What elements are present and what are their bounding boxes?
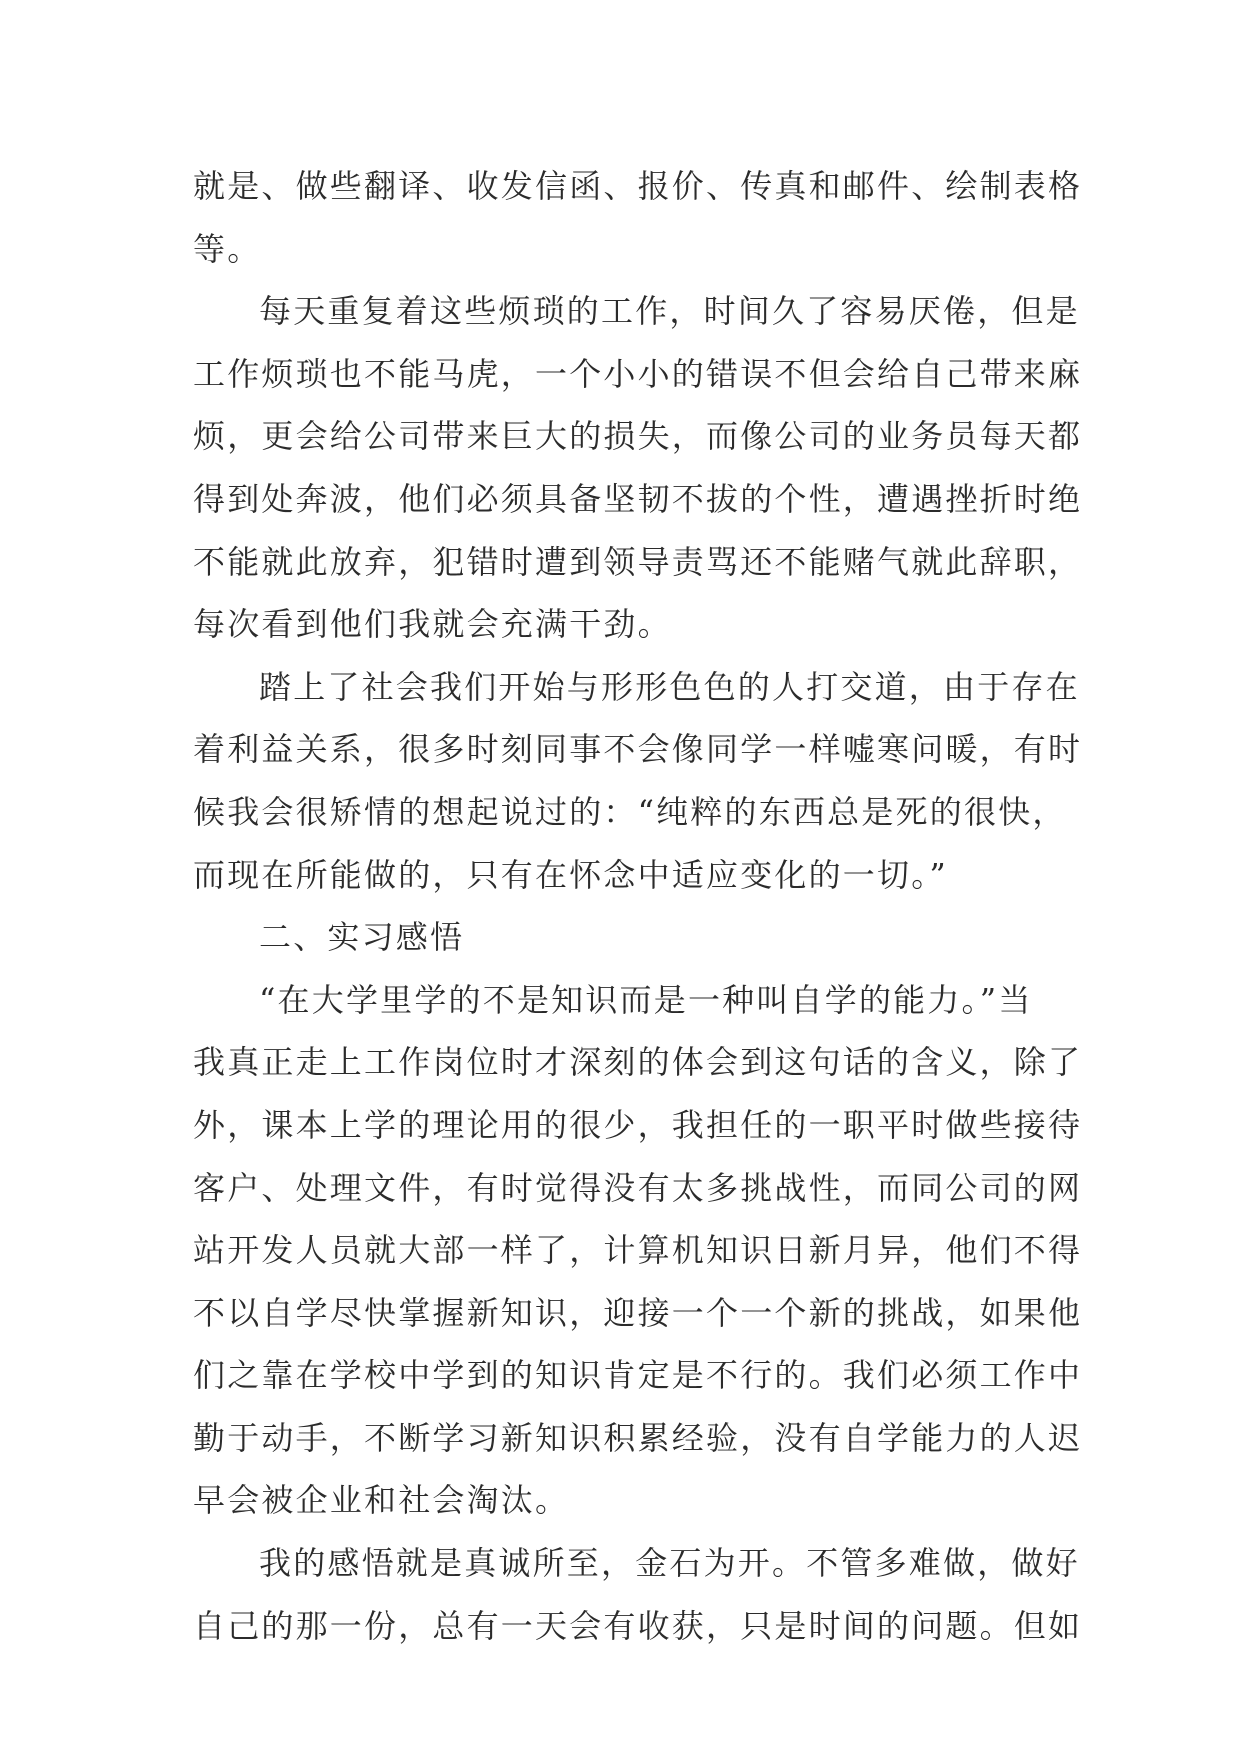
paragraph-first-line: 踏上了社会我们开始与形形色色的人打交道，由于存在 (259, 667, 1080, 706)
text-line: 得到处奔波，他们必须具备坚韧不拔的个性，遭遇挫折时绝 (193, 479, 1083, 518)
document-body (193, 155, 1083, 1657)
text-line: 每次看到他们我就会充满干劲。 (193, 605, 672, 644)
text-line: 自己的那一份，总有一天会有收获，只是时间的问题。但如 (193, 1606, 1083, 1645)
paragraph-first-line: 我的感悟就是真诚所至，金石为开。不管多难做，做好 (259, 1544, 1080, 1583)
text-line: 候我会很矫情的想起说过的：“纯粹的东西总是死的很快， (193, 792, 1067, 831)
paragraph-first-line: 每天重复着这些烦琐的工作，时间久了容易厌倦，但是 (259, 292, 1080, 331)
text-line: 等。 (193, 229, 262, 268)
text-line: 就是、做些翻译、收发信函、报价、传真和邮件、绘制表格 (193, 167, 1083, 205)
text-line: 们之靠在学校中学到的知识肯定是不行的。我们必须工作中 (193, 1356, 1083, 1395)
text-line: 烦，更会给公司带来巨大的损失，而像公司的业务员每天都 (193, 417, 1083, 456)
paragraph-first-line: “在大学里学的不是知识而是一种叫自学的能力。”当 (259, 980, 1033, 1019)
text-line: 外，课本上学的理论用的很少，我担任的一职平时做些接待 (193, 1105, 1083, 1144)
text-line: 早会被企业和社会淘汰。 (193, 1481, 570, 1520)
text-line: 不以自学尽快掌握新知识，迎接一个一个新的挑战，如果他 (193, 1293, 1083, 1332)
section-heading: 二、实习感悟 (259, 918, 465, 957)
text-line: 站开发人员就大部一样了，计算机知识日新月异，他们不得 (193, 1231, 1083, 1270)
text-line: 客户、处理文件，有时觉得没有太多挑战性，而同公司的网 (193, 1168, 1083, 1207)
text-line: 我真正走上工作岗位时才深刻的体会到这句话的含义，除了 (193, 1043, 1083, 1082)
text-line: 工作烦琐也不能马虎，一个小小的错误不但会给自己带来麻 (193, 354, 1083, 393)
text-line: 不能就此放弃，犯错时遭到领导责骂还不能赌气就此辞职， (193, 542, 1083, 581)
text-line: 勤于动手，不断学习新知识积累经验，没有自学能力的人迟 (193, 1418, 1083, 1457)
text-line: 着利益关系，很多时刻同事不会像同学一样嘘寒问暖，有时 (193, 730, 1083, 769)
text-line: 而现在所能做的，只有在怀念中适应变化的一切。” (193, 855, 948, 894)
